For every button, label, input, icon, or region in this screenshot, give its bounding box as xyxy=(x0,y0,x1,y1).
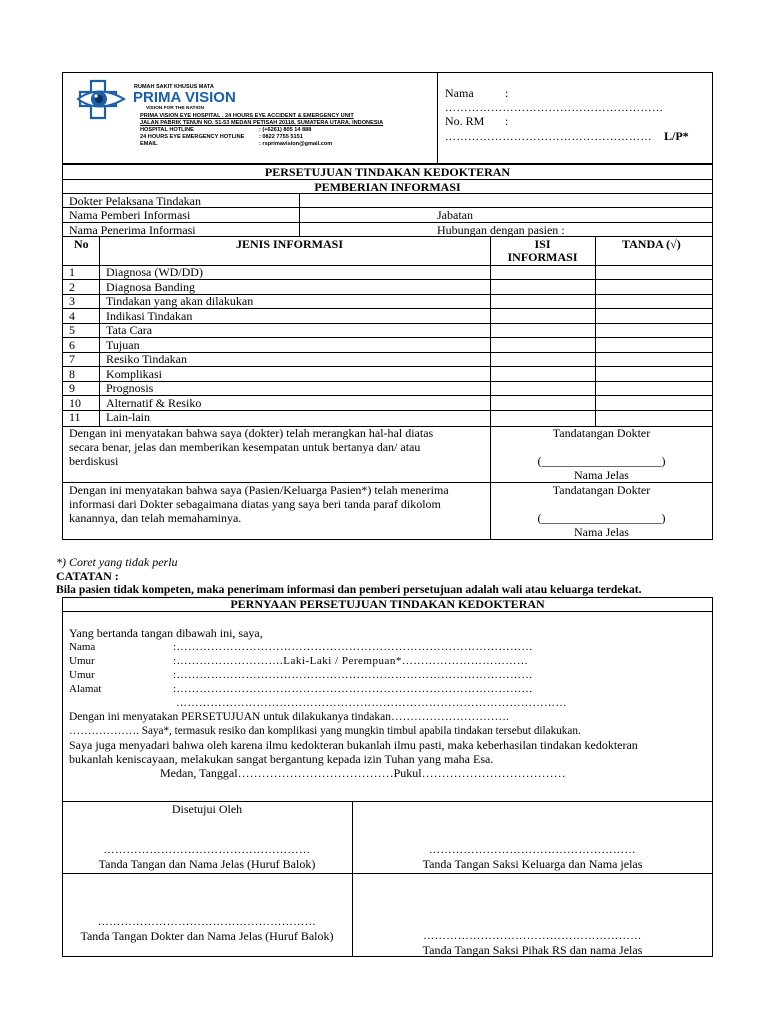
field-umur-label: Umur xyxy=(69,655,95,667)
contact-value-2: : 0822 7755 5151 xyxy=(259,134,303,140)
row-no: 1 xyxy=(69,265,75,279)
ttd-line-2[interactable]: (____________________) xyxy=(537,511,666,525)
field-alamat-value[interactable]: :………………………………………………………………………………… xyxy=(173,683,534,695)
row-label: Alternatif & Resiko xyxy=(106,396,202,410)
rule xyxy=(62,410,713,411)
contact-value-3: : rsprimavision@gmail.com xyxy=(259,141,333,147)
stmt1-line1: Dengan ini menyatakan bahwa saya (dokter) telah merangkan hal-hal diatas xyxy=(69,426,434,440)
place-date[interactable]: Medan, Tanggal…………………………………Pukul……………………………… xyxy=(160,766,566,780)
hospital-line2: JALAN PABRIK TENUN NO. 51-53 MEDAN PETISAH 20118, SUMATERA UTARA, INDONESIA xyxy=(140,120,384,126)
field-nama-label: Nama xyxy=(69,641,96,653)
hospital-line1: PRIMA VISION EYE HOSPITAL . 24 HOURS EYE ACCIDENT & EMERGENCY UNIT xyxy=(140,113,354,119)
row-no: 5 xyxy=(69,323,75,337)
field-umur2-label: Umur xyxy=(69,669,95,681)
rule xyxy=(299,193,300,237)
form-subtitle: PEMBERIAN INFORMASI xyxy=(314,180,461,194)
field-umur2-value[interactable]: :………………………………………………………………………………… xyxy=(173,669,534,681)
row-label: Tujuan xyxy=(106,338,140,352)
row-no: 10 xyxy=(69,396,81,410)
form-title: PERSETUJUAN TINDAKAN KEDOKTERAN xyxy=(264,165,511,179)
sig2-dots[interactable]: ……………………………………………… xyxy=(429,844,636,856)
col-isi-header-2: INFORMASI xyxy=(507,250,578,264)
rule xyxy=(62,337,713,338)
stmt2-line2: informasi dari Dokter sebagaimana diatas yang saya beri tanda paraf dikolom xyxy=(69,497,441,511)
row-no: 7 xyxy=(69,352,75,366)
rule xyxy=(62,236,713,237)
consent-stmt-b: ………………. Saya*, termasuk resiko dan komplikasi yang mungkin timbul apabila tindakan tersebut dilakukan. xyxy=(69,725,581,737)
rule xyxy=(62,381,713,382)
row-label: Tindakan yang akan dilakukan xyxy=(106,294,254,308)
pemberi-label: Nama Pemberi Informasi xyxy=(69,208,191,222)
jabatan-label: Jabatan xyxy=(437,208,473,222)
ttd-dokter-2: Tandatangan Dokter xyxy=(552,483,651,497)
rule xyxy=(62,323,713,324)
coret-note: *) Coret yang tidak perlu xyxy=(56,555,178,569)
row-no: 9 xyxy=(69,381,75,395)
hospital-tagline: VISION FOR THE NATION xyxy=(146,106,205,111)
patient-name-label: Nama xyxy=(445,86,474,100)
field-umur-value[interactable]: :……………………….Laki-Laki / Perempuan*…………………………… xyxy=(173,655,529,667)
stmt2-line1: Dengan ini menyatakan bahwa saya (Pasien/Keluarga Pasien*) telah menerima xyxy=(69,483,449,497)
row-label: Diagnosa Banding xyxy=(106,280,195,294)
catatan-text: Bila pasien tidak kompeten, maka penerimam informasi dan pemberi persetujuan adalah wali atau keluarga terdekat. xyxy=(56,583,642,596)
ttd-line-1[interactable]: (____________________) xyxy=(537,454,666,468)
patient-rm-field[interactable]: ……………………………………………… xyxy=(445,131,652,143)
nama-jelas-2: Nama Jelas xyxy=(574,525,629,539)
row-no: 11 xyxy=(69,410,81,424)
sig3-label: Tanda Tangan Dokter dan Nama Jelas (Huruf Balok) xyxy=(80,929,334,943)
row-label: Komplikasi xyxy=(106,367,162,381)
contact-label-2: 24 HOURS EYE EMERGENCY HOTLINE xyxy=(140,134,245,140)
col-isi-header-1: ISI xyxy=(534,237,551,251)
consent-stmt-d: bukanlah keniscayaan, melakukan sangat bergantung kepada izin Tuhan yang maha Esa. xyxy=(69,752,494,766)
row-label: Tata Cara xyxy=(106,323,153,337)
row-no: 3 xyxy=(69,294,75,308)
header-divider xyxy=(437,72,438,164)
field-alamat-extra[interactable]: ………………………………………………………………………………………… xyxy=(176,697,567,709)
hospital-brand: PRIMA VISION xyxy=(133,89,236,106)
stmt2-line3: kanannya, dan telah memahaminya. xyxy=(69,511,242,525)
patient-sex-field[interactable]: L/P* xyxy=(664,129,689,143)
disetujui-label: Disetujui Oleh xyxy=(171,802,243,816)
sig1-label: Tanda Tangan dan Nama Jelas (Huruf Balok) xyxy=(98,857,316,871)
stmt1-line3: berdiskusi xyxy=(69,454,119,468)
row-label: Prognosis xyxy=(106,381,154,395)
patient-name-colon: : xyxy=(505,86,509,100)
ttd-dokter-1: Tandatangan Dokter xyxy=(552,426,651,440)
hospital-small-name: RUMAH SAKIT KHUSUS MATA xyxy=(134,84,214,90)
hospital-logo xyxy=(74,78,134,122)
consent-stmt-c: Saya juga menyadari bahwa oleh karena ilmu kedokteran bukanlah ilmu pasti, maka keberhasilan tindakan kedokteran xyxy=(69,738,638,752)
patient-rm-label: No. RM xyxy=(445,114,485,128)
sig2-label: Tanda Tangan Saksi Keluarga dan Nama jelas xyxy=(422,857,643,871)
sig4-label: Tanda Tangan Saksi Pihak RS dan nama Jelas xyxy=(422,943,643,957)
contact-label-3: EMAIL xyxy=(140,141,158,147)
row-label: Diagnosa (WD/DD) xyxy=(106,265,203,279)
row-no: 2 xyxy=(69,280,75,294)
rule xyxy=(62,873,713,874)
dokter-label: Dokter Pelaksana Tindakan xyxy=(69,194,201,208)
field-nama-value[interactable]: :………………………………………………………………………………… xyxy=(173,641,534,653)
rule xyxy=(62,611,713,612)
consent-title: PERNYAAN PERSETUJUAN TINDAKAN KEDOKTERAN xyxy=(230,597,545,611)
consent-stmt-a: Dengan ini menyatakan PERSETUJUAN untuk dilakukanya tindakan…………………………. xyxy=(69,711,509,723)
nama-jelas-1: Nama Jelas xyxy=(574,468,629,482)
consent-intro: Yang bertanda tangan dibawah ini, saya, xyxy=(69,626,263,640)
row-label: Lain-lain xyxy=(106,410,150,424)
sig1-dots[interactable]: ……………………………………………… xyxy=(103,844,311,856)
contact-label-1: HOSPITAL HOTLINE xyxy=(140,127,194,133)
row-label: Resiko Tindakan xyxy=(106,352,188,366)
row-no: 6 xyxy=(69,338,75,352)
row-no: 4 xyxy=(69,309,75,323)
row-no: 8 xyxy=(69,367,75,381)
stmt1-line2: secara benar, jelas dan memberikan kesempatan untuk bertanya dan/ atau xyxy=(69,440,421,454)
eye-cross-icon xyxy=(74,78,134,122)
sig3-dots[interactable]: ………………………………………………… xyxy=(97,916,317,928)
col-jenis-header: JENIS INFORMASI xyxy=(236,237,344,251)
penerima-label: Nama Penerima Informasi xyxy=(69,223,196,237)
col-tanda-header: TANDA (√) xyxy=(622,237,681,251)
row-label: Indikasi Tindakan xyxy=(106,309,193,323)
contact-value-1: : (+6261) 805 14 888 xyxy=(259,127,312,133)
patient-name-field[interactable]: ………………………………………………… xyxy=(445,102,664,114)
hubungan-label: Hubungan dengan pasien : xyxy=(437,223,565,237)
sig4-dots[interactable]: ………………………………………………… xyxy=(423,930,642,942)
field-alamat-label: Alamat xyxy=(69,683,102,695)
catatan-label: CATATAN : xyxy=(56,569,119,583)
patient-rm-colon: : xyxy=(505,114,509,128)
col-no-header: No xyxy=(74,237,89,251)
